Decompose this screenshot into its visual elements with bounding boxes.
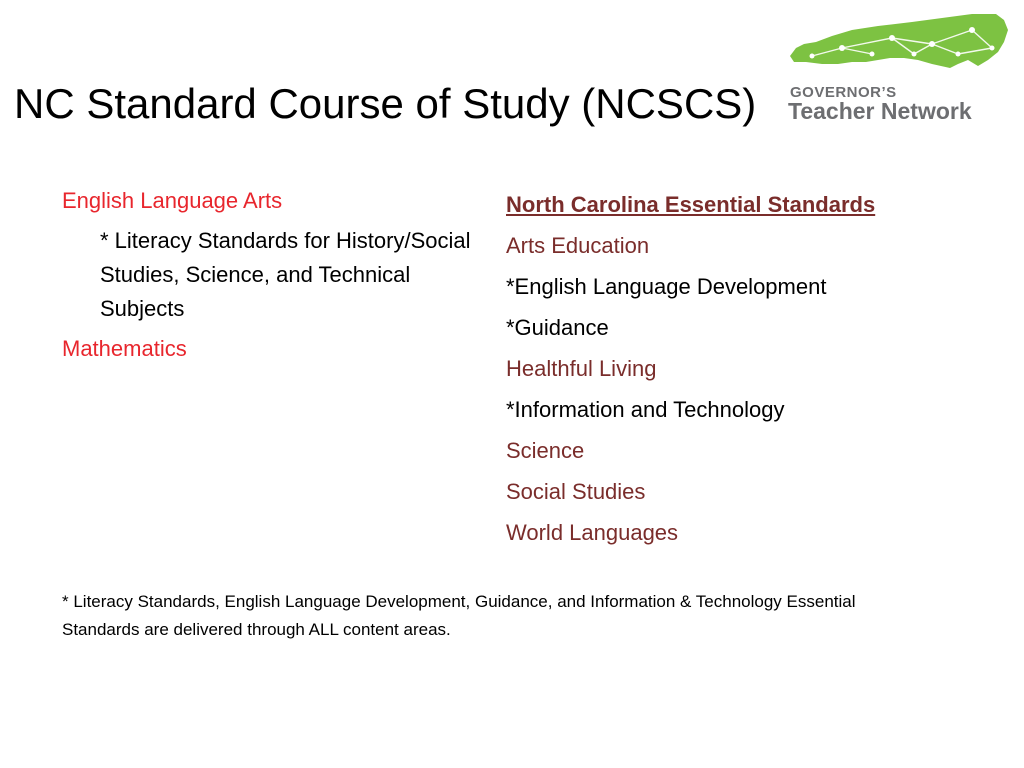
standard-arts-education: Arts Education <box>506 233 650 258</box>
standard-healthful-living: Healthful Living <box>506 356 657 381</box>
standard-english-language-development: *English Language Development <box>506 274 827 299</box>
footnote: * Literacy Standards, English Language Development, Guidance, and Information & Technology Essential Standards are delivered through ALL content areas. <box>62 592 856 639</box>
subject-english-language-arts: English Language Arts <box>62 188 283 213</box>
subject-mathematics: Mathematics <box>62 336 187 361</box>
logo-line2: Teacher Network <box>788 98 972 124</box>
standard-information-technology: *Information and Technology <box>506 397 785 422</box>
ncscs-core-subjects <box>62 184 482 366</box>
standard-guidance: *Guidance <box>506 315 609 340</box>
standard-world-languages: World Languages <box>506 520 679 545</box>
literacy-standards-note: * Literacy Standards for History/Social Studies, Science, and Technical Subjects <box>100 228 471 321</box>
governors-teacher-network-logo <box>782 8 1012 128</box>
logo-line1: GOVERNOR’S <box>790 84 897 101</box>
north-carolina-map-icon <box>782 8 1012 88</box>
essential-standards-heading[interactable]: North Carolina Essential Standards <box>506 192 876 217</box>
standard-science: Science <box>506 438 585 463</box>
slide-title: NC Standard Course of Study (NCSCS) <box>14 80 757 127</box>
essential-standards-list <box>506 184 1006 553</box>
standard-social-studies: Social Studies <box>506 479 646 504</box>
